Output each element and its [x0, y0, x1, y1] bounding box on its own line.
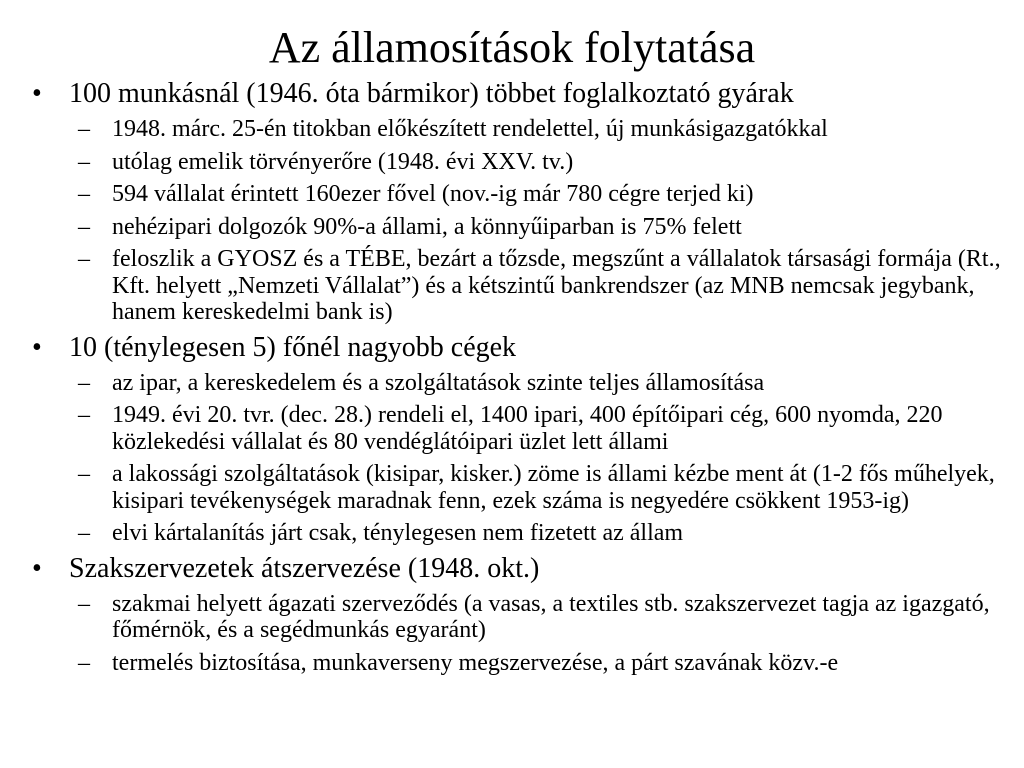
sub-item-text: termelés biztosítása, munkaverseny megszervezése, a párt szavának közv.-e [112, 649, 839, 676]
sub-item-text: szakmai helyett ágazati szerveződés (a vasas, a textiles stb. szakszervezet tagja az igazgató, főmérnök, és a segédmunkás egyaránt) [112, 590, 990, 643]
sub-item [32, 461, 1002, 514]
dash-marker: – [78, 246, 90, 272]
bullet-marker: • [32, 78, 42, 109]
sub-item [32, 591, 1002, 644]
sub-item [32, 149, 1002, 176]
sub-item [32, 650, 1002, 677]
sub-item-text: nehézipari dolgozók 90%-a állami, a könnyűiparban is 75% felett [112, 213, 742, 240]
sub-item-text: 594 vállalat érintett 160ezer fővel (nov.-ig már 780 cégre terjed ki) [112, 181, 754, 207]
dash-marker: – [78, 649, 90, 676]
bullet-marker: • [32, 552, 42, 584]
bullet-text: 100 munkásnál (1946. óta bármikor) többet foglalkoztató gyárak [69, 78, 794, 109]
dash-marker: – [78, 116, 90, 142]
dash-marker: – [78, 369, 90, 396]
dash-marker: – [78, 590, 90, 617]
sub-item [32, 520, 1002, 547]
slide-title: Az államosítások folytatása [268, 23, 756, 72]
sub-item-text: feloszlik a GYOSZ és a TÉBE, bezárt a tőzsde, megszűnt a vállalatok társasági formája (Rt., Kft. helyett „Nemzeti Vállalat”) és a kétszintű bankrendszer (az MNB nemcsak jegybank, hanem kereskedelmi bank is) [112, 246, 1001, 325]
sub-item [32, 402, 1002, 455]
bullet-item-1 [32, 78, 1002, 110]
bullet-item-2 [32, 332, 1002, 364]
bullet-item-3 [32, 553, 1002, 585]
slide-content [32, 78, 1002, 676]
sub-list-3 [32, 591, 1002, 677]
dash-marker: – [78, 213, 90, 240]
dash-marker: – [78, 181, 90, 207]
sub-list-1 [32, 116, 1002, 326]
sub-item [32, 116, 1002, 143]
sub-item-text: elvi kártalanítás járt csak, ténylegesen nem fizetett az állam [112, 520, 684, 546]
dash-marker: – [78, 402, 90, 428]
sub-item-text: 1948. márc. 25-én titokban előkészített rendelettel, új munkásigazgatókkal [112, 116, 828, 142]
sub-item [32, 370, 1002, 397]
sub-item [32, 214, 1002, 241]
bullet-marker: • [32, 331, 42, 363]
sub-item [32, 181, 1002, 208]
bullet-text: Szakszervezetek átszervezése (1948. okt.) [69, 552, 540, 584]
sub-item-text: a lakossági szolgáltatások (kisipar, kisker.) zöme is állami kézbe ment át (1-2 fős műhelyek, kisipari tevékenységek maradnak fenn, ezek száma is negyedére csökkent 1953-ig) [112, 461, 995, 514]
sub-item-text: az ipar, a kereskedelem és a szolgáltatások szinte teljes államosítása [112, 369, 765, 396]
sub-list-2 [32, 370, 1002, 547]
dash-marker: – [78, 520, 90, 546]
dash-marker: – [78, 461, 90, 487]
sub-item-text: 1949. évi 20. tvr. (dec. 28.) rendeli el, 1400 ipari, 400 építőipari cég, 600 nyomda, 220 közlekedési vállalat és 80 vendéglátóipari üzlet lett állami [112, 402, 943, 455]
dash-marker: – [78, 148, 90, 175]
sub-item-text: utólag emelik törvényerőre (1948. évi XXV. tv.) [112, 148, 574, 175]
sub-item [32, 246, 1002, 326]
bullet-text: 10 (ténylegesen 5) főnél nagyobb cégek [69, 331, 517, 363]
